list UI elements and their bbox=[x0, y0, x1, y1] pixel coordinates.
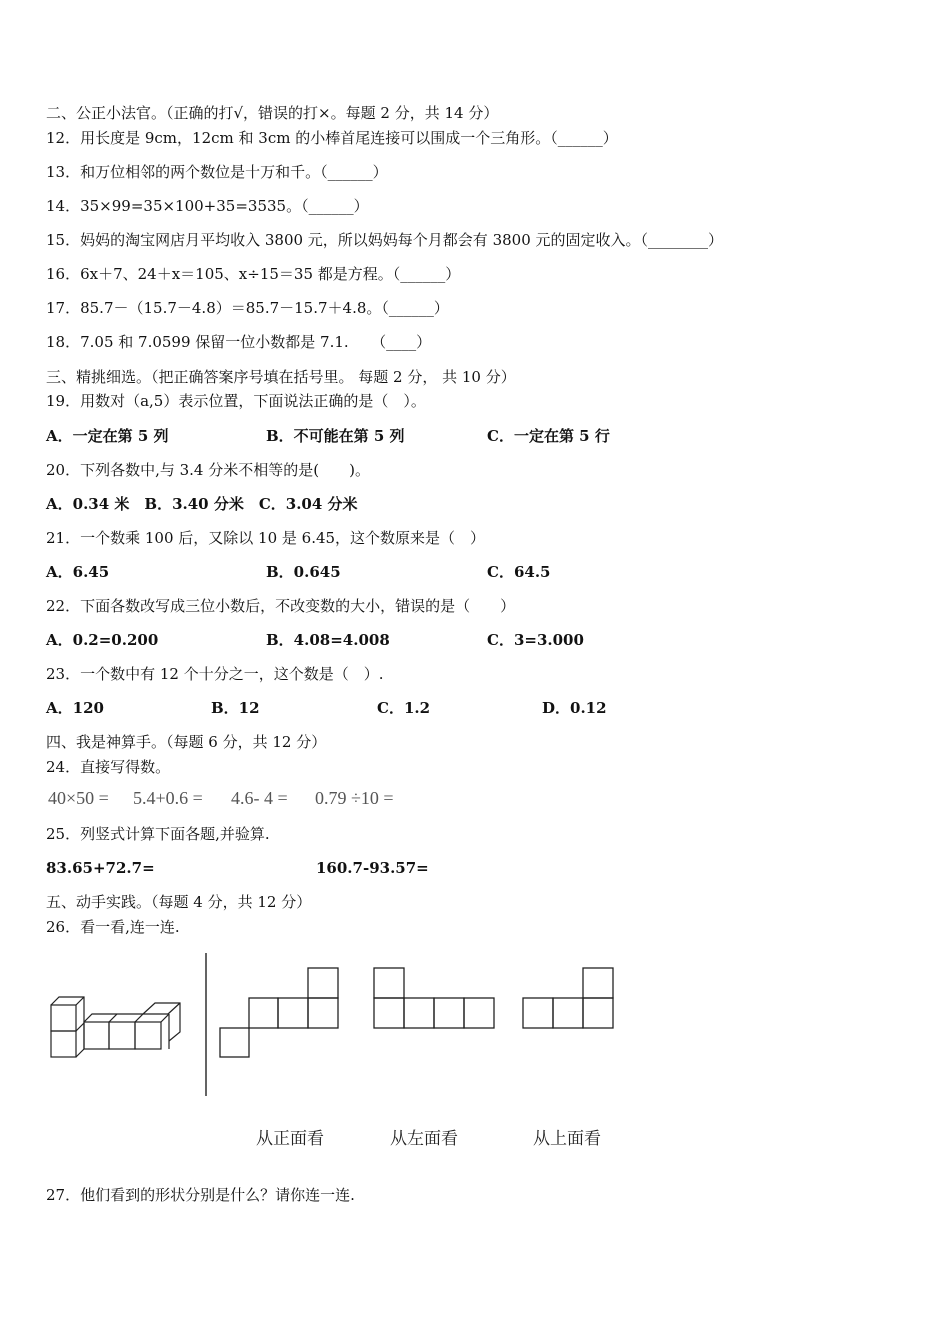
question-18: 18．7.05 和 7.0599 保留一位小数都是 7.1. （____） bbox=[46, 333, 432, 351]
view-shape-2 bbox=[374, 968, 494, 1028]
q24-expr-4: 0.79 ÷10 = bbox=[315, 788, 394, 808]
question-27: 27．他们看到的形状分别是什么？请你连一连. bbox=[46, 1186, 355, 1204]
q24-expr-1: 40×50 = bbox=[48, 788, 109, 808]
q23-option-c: C．1.2 bbox=[377, 699, 431, 717]
question-25: 25．列竖式计算下面各题,并验算. bbox=[46, 825, 270, 843]
section-4-heading: 四、我是神算手。（每题 6 分，共 12 分） bbox=[46, 733, 327, 751]
question-21: 21．一个数乘 100 后，又除以 10 是 6.45，这个数原来是（ ） bbox=[46, 529, 486, 547]
q23-option-b: B．12 bbox=[211, 699, 260, 717]
question-23: 23．一个数中有 12 个十分之一，这个数是（ ）. bbox=[46, 665, 384, 683]
q21-option-b: B．0.645 bbox=[266, 563, 341, 581]
section-2-heading: 二、公正小法官。（正确的打√，错误的打×。每题 2 分，共 14 分） bbox=[46, 104, 499, 122]
question-12: 12．用长度是 9cm，12cm 和 3cm 的小棒首尾连接可以围成一个三角形。（______） bbox=[46, 129, 618, 147]
caption-left-view: 从左面看 bbox=[390, 1129, 458, 1149]
question-20: 20．下列各数中,与 3.4 分米不相等的是( )。 bbox=[46, 461, 370, 479]
cube-solid-figure bbox=[51, 997, 180, 1057]
q22-option-c: C．3=3.000 bbox=[487, 631, 584, 649]
q23-option-a: A．120 bbox=[46, 699, 104, 717]
section-5-heading: 五、动手实践。（每题 4 分，共 12 分） bbox=[46, 893, 312, 911]
question-15: 15．妈妈的淘宝网店月平均收入 3800 元，所以妈妈每个月都会有 3800 元的固定收入。（________） bbox=[46, 231, 724, 249]
q21-option-a: A．6.45 bbox=[46, 563, 110, 581]
q24-expr-3: 4.6- 4 = bbox=[231, 788, 288, 808]
question-14: 14．35×99=35×100+35=3535。（______） bbox=[46, 197, 369, 215]
q22-option-b: B．4.08=4.008 bbox=[266, 631, 390, 649]
section-3-heading: 三、精挑细选。（把正确答案序号填在括号里。 每题 2 分， 共 10 分） bbox=[46, 368, 516, 386]
question-17: 17．85.7－（15.7－4.8）＝85.7－15.7＋4.8。（______） bbox=[46, 299, 449, 317]
question-24: 24．直接写得数。 bbox=[46, 758, 171, 776]
caption-top-view: 从上面看 bbox=[533, 1129, 601, 1149]
q25-expr-2: 160.7-93.57= bbox=[316, 859, 429, 877]
q25-expr-1: 83.65+72.7= bbox=[46, 859, 155, 877]
view-shape-3 bbox=[523, 968, 613, 1028]
q20-options: A．0.34 米 B．3.40 分米 C．3.04 分米 bbox=[46, 495, 358, 513]
q23-option-d: D．0.12 bbox=[542, 699, 607, 717]
view-shape-1 bbox=[220, 968, 338, 1057]
question-26: 26．看一看,连一连. bbox=[46, 918, 180, 936]
q22-option-a: A．0.2=0.200 bbox=[46, 631, 159, 649]
question-22: 22．下面各数改写成三位小数后，不改变数的大小，错误的是（ ） bbox=[46, 597, 516, 615]
q19-option-a: A．一定在第 5 列 bbox=[46, 427, 169, 445]
q19-option-c: C．一定在第 5 行 bbox=[487, 427, 610, 445]
q21-option-c: C．64.5 bbox=[487, 563, 551, 581]
question-13: 13．和万位相邻的两个数位是十万和千。（______） bbox=[46, 163, 388, 181]
question-16: 16．6x＋7、24＋x＝105、x÷15＝35 都是方程。（______） bbox=[46, 265, 461, 283]
q19-option-b: B．不可能在第 5 列 bbox=[266, 427, 405, 445]
caption-front-view: 从正面看 bbox=[256, 1129, 324, 1149]
question-19: 19．用数对（a,5）表示位置，下面说法正确的是（ ）。 bbox=[46, 392, 426, 410]
q24-expr-2: 5.4+0.6 = bbox=[133, 788, 203, 808]
